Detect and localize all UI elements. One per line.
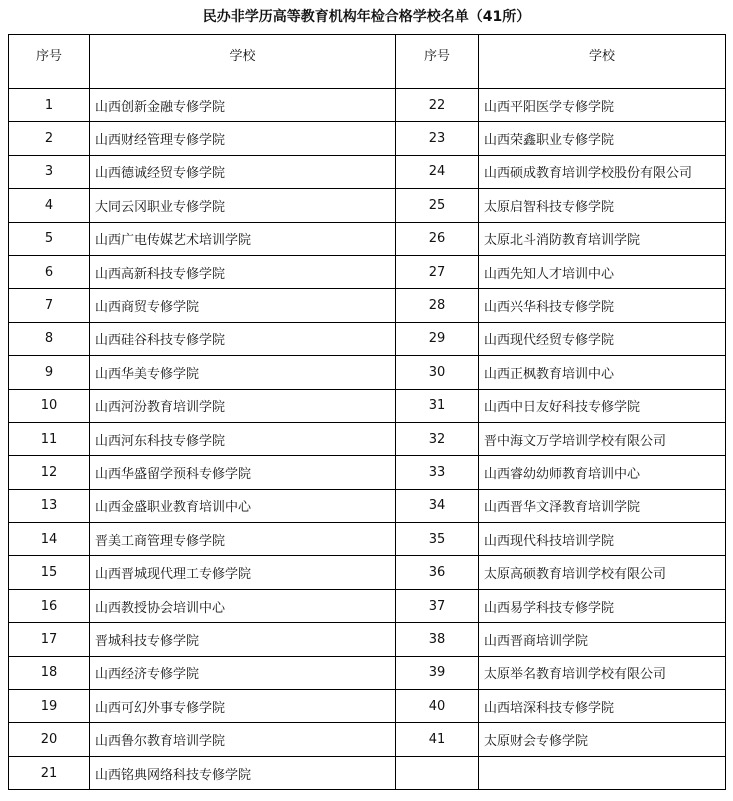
header-index-left: 序号 xyxy=(9,35,90,89)
row-index-left: 19 xyxy=(9,690,90,723)
row-school-right: 山西兴华科技专修学院 xyxy=(479,289,726,322)
row-index-left: 10 xyxy=(9,389,90,422)
row-index-right: 41 xyxy=(396,723,479,756)
row-school-right: 山西现代经贸专修学院 xyxy=(479,322,726,355)
row-index-right: 39 xyxy=(396,656,479,689)
row-school-right xyxy=(479,756,726,789)
table-row xyxy=(9,623,726,656)
table-row xyxy=(9,155,726,188)
row-school-right: 山西晋商培训学院 xyxy=(479,623,726,656)
row-index-left: 7 xyxy=(9,289,90,322)
row-index-right: 37 xyxy=(396,589,479,622)
row-school-right: 山西现代科技培训学院 xyxy=(479,523,726,556)
row-index-right: 33 xyxy=(396,456,479,489)
row-school-left: 山西可幻外事专修学院 xyxy=(90,690,396,723)
row-index-left: 4 xyxy=(9,189,90,222)
row-school-right: 太原启智科技专修学院 xyxy=(479,189,726,222)
row-index-left: 1 xyxy=(9,89,90,122)
row-school-left: 山西教授协会培训中心 xyxy=(90,589,396,622)
row-index-right: 36 xyxy=(396,556,479,589)
row-school-right: 山西先知人才培训中心 xyxy=(479,255,726,288)
row-index-right: 35 xyxy=(396,523,479,556)
row-school-left: 山西华盛留学预科专修学院 xyxy=(90,456,396,489)
row-index-left: 9 xyxy=(9,356,90,389)
table-row xyxy=(9,489,726,522)
table-row xyxy=(9,523,726,556)
row-school-right: 太原财会专修学院 xyxy=(479,723,726,756)
row-school-left: 大同云冈职业专修学院 xyxy=(90,189,396,222)
row-index-left: 2 xyxy=(9,122,90,155)
row-school-left: 山西硅谷科技专修学院 xyxy=(90,322,396,355)
row-index-right xyxy=(396,756,479,789)
row-index-right: 24 xyxy=(396,155,479,188)
table-row xyxy=(9,389,726,422)
table-row xyxy=(9,723,726,756)
row-index-left: 20 xyxy=(9,723,90,756)
row-index-left: 13 xyxy=(9,489,90,522)
row-school-right: 山西易学科技专修学院 xyxy=(479,589,726,622)
table-row xyxy=(9,589,726,622)
header-school-left: 学校 xyxy=(90,35,396,89)
row-index-left: 16 xyxy=(9,589,90,622)
row-index-left: 3 xyxy=(9,155,90,188)
row-index-left: 21 xyxy=(9,756,90,789)
row-school-left: 山西广电传媒艺术培训学院 xyxy=(90,222,396,255)
row-school-left: 山西创新金融专修学院 xyxy=(90,89,396,122)
table-row xyxy=(9,690,726,723)
row-index-right: 28 xyxy=(396,289,479,322)
row-school-left: 晋美工商管理专修学院 xyxy=(90,523,396,556)
row-school-left: 山西金盛职业教育培训中心 xyxy=(90,489,396,522)
row-index-left: 11 xyxy=(9,422,90,455)
table-row xyxy=(9,189,726,222)
row-index-right: 22 xyxy=(396,89,479,122)
table-row xyxy=(9,756,726,789)
table-row xyxy=(9,255,726,288)
row-school-left: 晋城科技专修学院 xyxy=(90,623,396,656)
row-index-left: 15 xyxy=(9,556,90,589)
row-index-right: 26 xyxy=(396,222,479,255)
row-school-left: 山西德诚经贸专修学院 xyxy=(90,155,396,188)
row-school-right: 山西晋华文泽教育培训学院 xyxy=(479,489,726,522)
row-index-left: 8 xyxy=(9,322,90,355)
row-index-right: 29 xyxy=(396,322,479,355)
row-school-left: 山西晋城现代理工专修学院 xyxy=(90,556,396,589)
table-row xyxy=(9,556,726,589)
row-index-right: 34 xyxy=(396,489,479,522)
row-index-right: 32 xyxy=(396,422,479,455)
table-row xyxy=(9,322,726,355)
row-index-right: 27 xyxy=(396,255,479,288)
row-index-right: 30 xyxy=(396,356,479,389)
row-school-right: 山西中日友好科技专修学院 xyxy=(479,389,726,422)
row-school-right: 山西平阳医学专修学院 xyxy=(479,89,726,122)
row-school-right: 山西硕成教育培训学校股份有限公司 xyxy=(479,155,726,188)
row-index-left: 12 xyxy=(9,456,90,489)
row-school-right: 太原举名教育培训学校有限公司 xyxy=(479,656,726,689)
row-school-left: 山西河东科技专修学院 xyxy=(90,422,396,455)
row-index-left: 14 xyxy=(9,523,90,556)
row-school-right: 山西正枫教育培训中心 xyxy=(479,356,726,389)
schools-table xyxy=(8,34,726,790)
row-school-right: 晋中海文万学培训学校有限公司 xyxy=(479,422,726,455)
row-index-right: 40 xyxy=(396,690,479,723)
table-row xyxy=(9,122,726,155)
row-school-left: 山西鲁尔教育培训学院 xyxy=(90,723,396,756)
row-index-right: 38 xyxy=(396,623,479,656)
header-school-right: 学校 xyxy=(479,35,726,89)
row-index-left: 5 xyxy=(9,222,90,255)
row-school-left: 山西铭典网络科技专修学院 xyxy=(90,756,396,789)
row-school-right: 山西睿幼幼师教育培训中心 xyxy=(479,456,726,489)
header-index-right: 序号 xyxy=(396,35,479,89)
table-row xyxy=(9,456,726,489)
row-index-left: 18 xyxy=(9,656,90,689)
table-row xyxy=(9,289,726,322)
row-school-left: 山西高新科技专修学院 xyxy=(90,255,396,288)
row-school-right: 山西培深科技专修学院 xyxy=(479,690,726,723)
row-school-left: 山西经济专修学院 xyxy=(90,656,396,689)
row-school-left: 山西华美专修学院 xyxy=(90,356,396,389)
table-row xyxy=(9,89,726,122)
row-index-right: 23 xyxy=(396,122,479,155)
row-school-right: 太原北斗消防教育培训学院 xyxy=(479,222,726,255)
table-header-row xyxy=(9,35,726,89)
table-body xyxy=(9,89,726,790)
row-school-left: 山西商贸专修学院 xyxy=(90,289,396,322)
row-school-right: 山西荣鑫职业专修学院 xyxy=(479,122,726,155)
table-row xyxy=(9,222,726,255)
row-school-left: 山西财经管理专修学院 xyxy=(90,122,396,155)
table-row xyxy=(9,422,726,455)
row-index-right: 25 xyxy=(396,189,479,222)
table-row xyxy=(9,656,726,689)
row-school-left: 山西河汾教育培训学院 xyxy=(90,389,396,422)
row-index-left: 17 xyxy=(9,623,90,656)
document-title: 民办非学历高等教育机构年检合格学校名单（41所） xyxy=(202,9,531,25)
row-school-right: 太原高硕教育培训学校有限公司 xyxy=(479,556,726,589)
row-index-left: 6 xyxy=(9,255,90,288)
row-index-right: 31 xyxy=(396,389,479,422)
table-row xyxy=(9,356,726,389)
